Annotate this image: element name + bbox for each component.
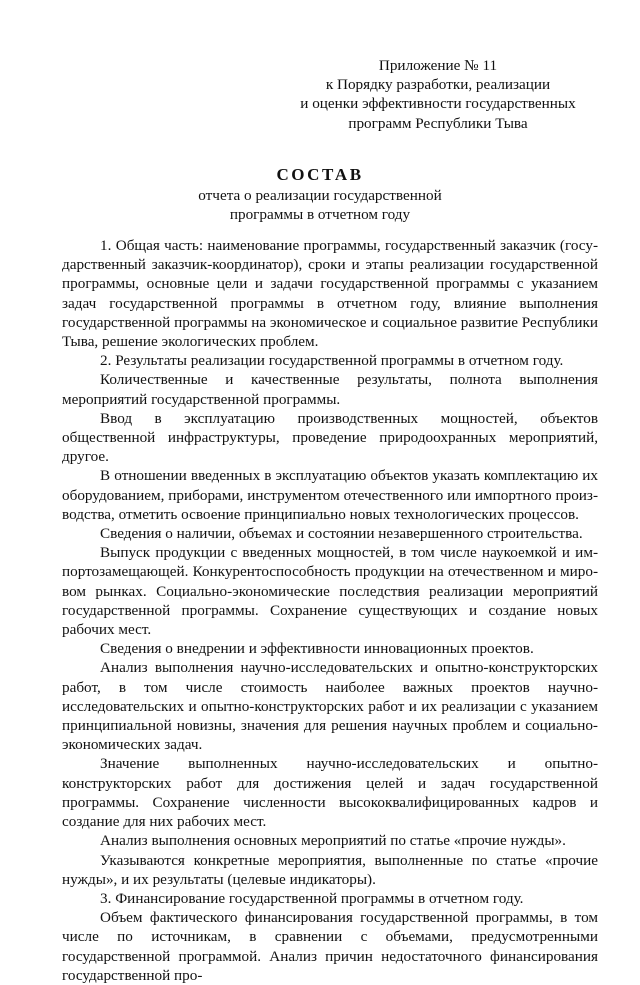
subtitle-line: отчета о реализации государственной xyxy=(198,187,442,204)
paragraph: Количественные и качественные результаты, полнота выполнения мероприятий государственной программы. xyxy=(62,371,598,408)
document-body xyxy=(62,236,598,985)
document-title: СОСТАВ xyxy=(276,165,364,184)
paragraph: Ввод в эксплуатацию производственных мощностей, объектов общественной инфраструктуры, проведение природоохранных мероприятий, другое. xyxy=(62,409,598,466)
paragraph: В отношении введенных в эксплуатацию объектов указать комплектацию их оборудованием, приборами, инструментом отечественного или импортного производства, отметить освоение принципиально новых технологических процессов. xyxy=(62,467,598,523)
paragraph: Указываются конкретные мероприятия, выполненные по статье «прочие нужды», и их результаты (целевые индикаторы). xyxy=(62,851,598,888)
paragraph: Сведения о внедрении и эффективности инновационных проектов. xyxy=(100,640,534,658)
paragraph: Значение выполненных научно-исследовательских и опытно-конструкторских работ для достижения целей и задач государственной программы. Сохранение численности высококвалифицированных кадров и создание для них рабочих мест. xyxy=(62,755,598,831)
appendix-ref-line: программ Республики Тыва xyxy=(348,114,528,132)
paragraph: Выпуск продукции с введенных мощностей, в том числе наукоемкой и импортозамещающей. Конкурентоспособность продукции на отечественном и мировом рынках. Социально-экономические последствия реализации мероприятий государственной программы. Сохранение существующих и создание новых рабочих мест. xyxy=(62,544,598,639)
appendix-number: Приложение № 11 xyxy=(378,57,498,74)
paragraph: 2. Результаты реализации государственной программы в отчетном году. xyxy=(100,352,564,370)
paragraph: Объем фактического финансирования государственной программы, в том числе по источникам, в сравнении с объемами, предусмотренными государственной программой. Анализ причин недостаточного финансирования государственной про- xyxy=(62,909,598,984)
document-subtitle xyxy=(0,186,640,224)
paragraph: 1. Общая часть: наименование программы, государственный заказчик (государственный заказчик-координатор), сроки и этапы реализации государственной программы, основные цели и задачи государственной программы с указанием задач государственной программы в отчетном году, влияние выполнения государственной программы на экономическое и социальное развитие Республики Тыва, решение экологических проблем. xyxy=(62,237,598,351)
appendix-ref-line: и оценки эффективности государственных xyxy=(300,95,576,113)
appendix-ref-line: к Порядку разработки, реализации xyxy=(325,76,551,94)
paragraph: Сведения о наличии, объемах и состоянии незавершенного строительства. xyxy=(100,525,583,543)
paragraph: 3. Финансирование государственной программы в отчетном году. xyxy=(100,889,524,907)
appendix-header xyxy=(288,56,588,133)
paragraph: Анализ выполнения основных мероприятий по статье «прочие нужды». xyxy=(100,832,566,850)
subtitle-line: программы в отчетном году xyxy=(229,206,411,224)
paragraph: Анализ выполнения научно-исследовательских и опытно-конструкторских работ, в том числе стоимость наиболее важных проектов научно-исследовательских и опытно-конструкторских работ и их реализации с указанием принципиальной новизны, значения для решения научных проблем и социально-экономических задач. xyxy=(62,659,598,754)
